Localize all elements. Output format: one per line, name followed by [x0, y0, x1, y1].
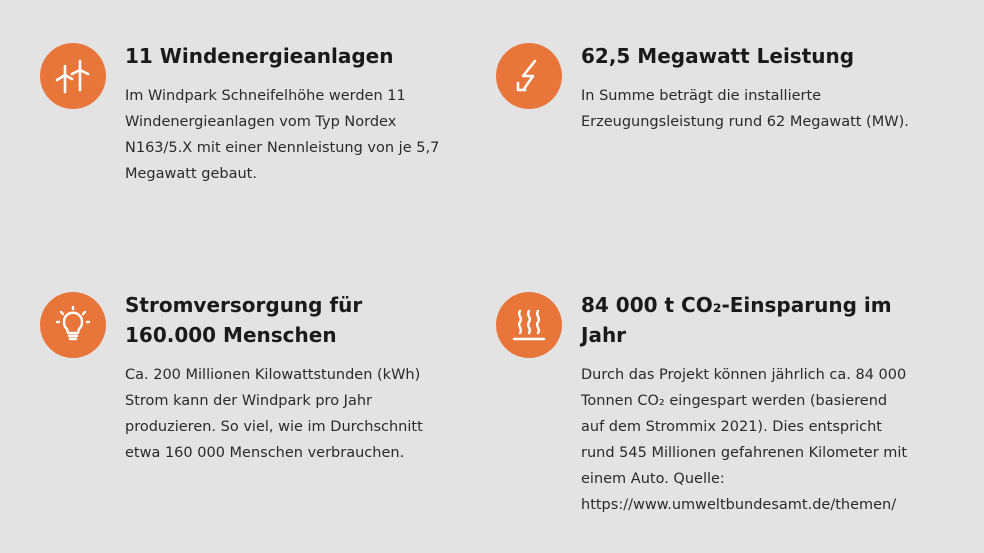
light-bulb-icon — [40, 292, 106, 358]
fact-content — [581, 41, 911, 135]
fact-title: 62,5 Megawatt Leistung — [581, 44, 855, 68]
fact-title: 84 000 t CO₂-Einsparung im Jahr — [581, 293, 892, 347]
fact-title: 11 Windenergieanlagen — [125, 44, 394, 68]
fact-title: Stromversorgung für 160.000 Menschen — [125, 293, 363, 347]
fact-content — [125, 41, 455, 187]
fact-content — [125, 290, 455, 466]
fact-text: Im Windpark Schneifelhöhe werden 11 Windenergieanlagen vom Typ Nordex N163/5.X mit einer Nennleistung von je 5,7 Megawatt gebaut. — [125, 88, 440, 182]
lightning-bolt-icon — [496, 43, 562, 109]
fact-content — [581, 290, 911, 518]
fact-text: Durch das Projekt können jährlich ca. 84 000 Tonnen CO₂ eingespart werden (basierend auf dem Strommix 2021). Dies entspricht rund 545 Millionen gefahrenen Kilometer mit einem Auto. Quelle: https://www.umweltbundesamt.de/themen/ — [581, 367, 908, 513]
heat-waves-icon — [496, 292, 562, 358]
wind-turbines-icon — [40, 43, 106, 109]
fact-text: In Summe beträgt die installierte Erzeugungsleistung rund 62 Megawatt (MW). — [581, 88, 909, 130]
fact-text: Ca. 200 Millionen Kilowattstunden (kWh) Strom kann der Windpark pro Jahr produzieren. So viel, wie im Durchschnitt etwa 160 000 Menschen verbrauchen. — [125, 367, 423, 461]
